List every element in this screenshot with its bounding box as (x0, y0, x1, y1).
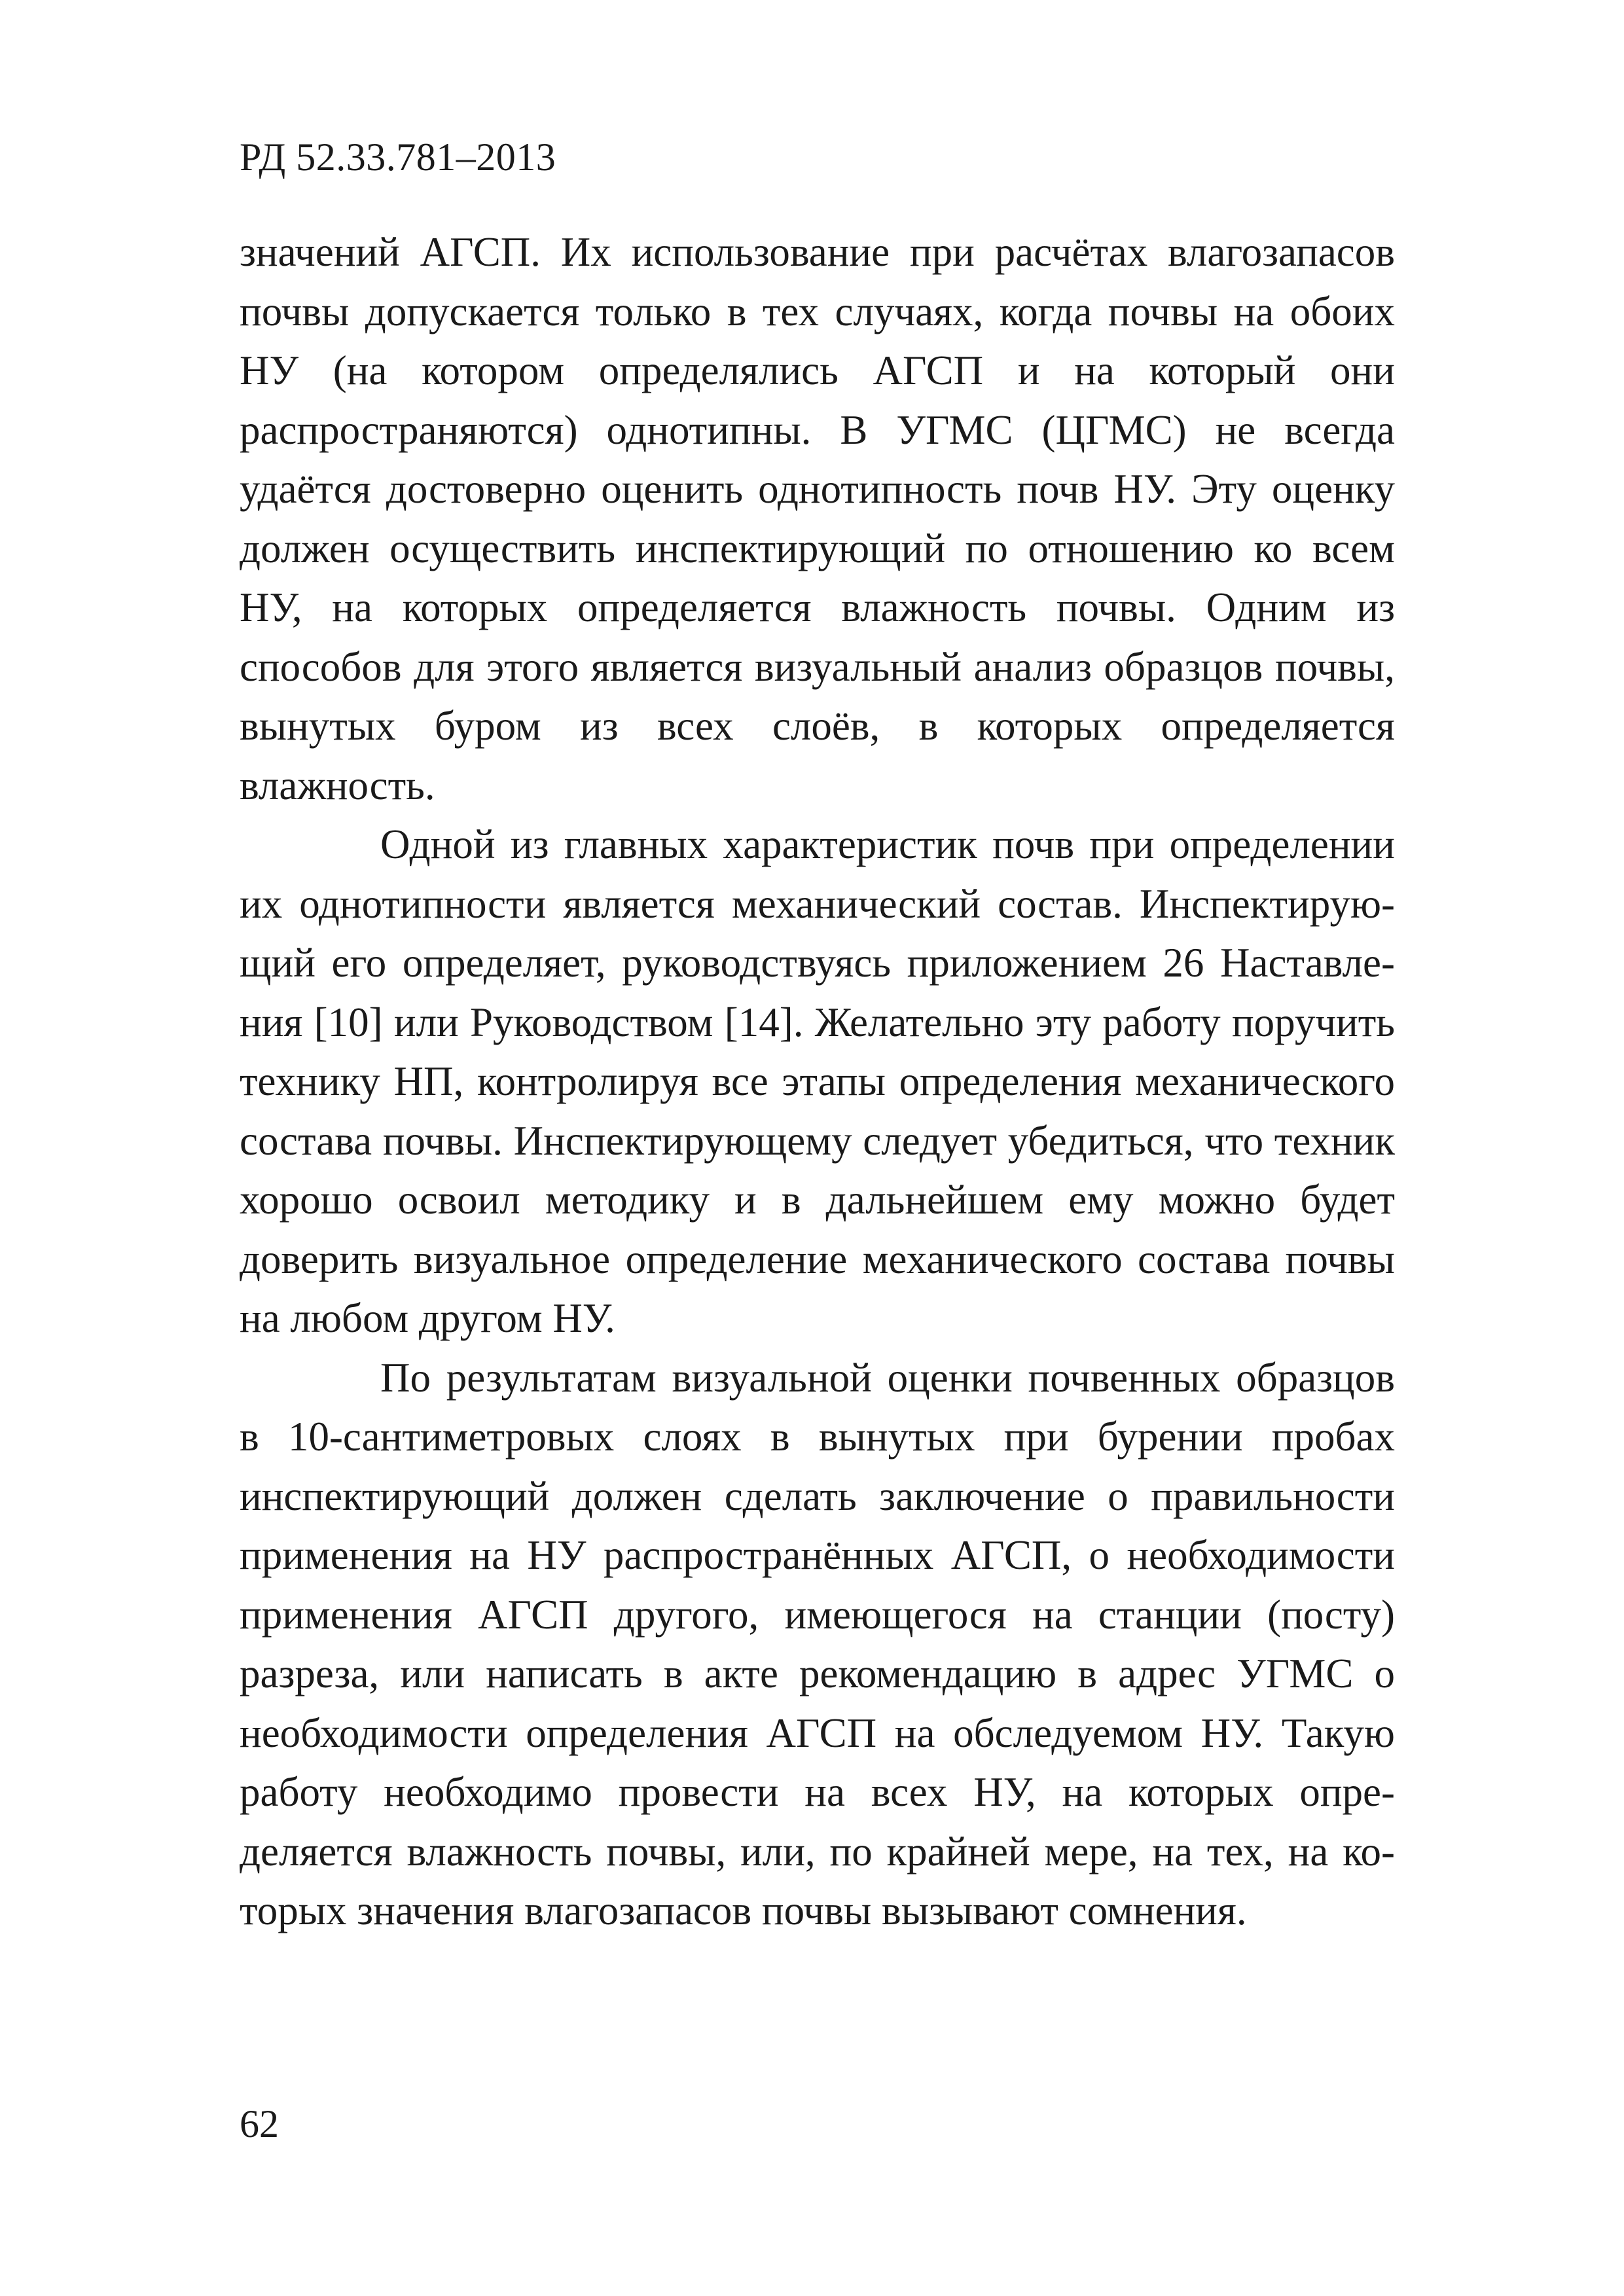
running-header: РД 52.33.781–2013 (240, 135, 556, 179)
page-number: 62 (240, 2102, 279, 2145)
paragraph-3: По результатам визуальной оценки почвенных образцов в 10-сантиметровых слоях в вынутых при бурении пробах инспектирующий должен сделать заключение о правильности применения на НУ распространённых АГСП, о необходимости применения АГСП другого, имеющегося на станции (посту) разреза, или написать в акте рекомендацию в адрес УГМС о необходимости определения АГСП на обследуемом НУ. Такую работу необходимо провести на всех НУ, на которых определяется влажность почвы, или, по крайней мере, на тех, на которых значения влагозапасов почвы вызывают сомнения. (240, 1354, 1395, 1933)
paragraph-1: значений АГСП. Их использование при расчётах влагозапасов почвы допускается только в тех случаях, когда почвы на обоих НУ (на котором определялись АГСП и на который они распространяются) однотипны. В УГМС (ЦГМС) не всегда удаётся достоверно оценить однотипность почв НУ. Эту оценку должен осуществить инспектирующий по отношению ко всем НУ, на которых определяется влажность почвы. Одним из способов для этого является визуальный анализ образцов почвы, вынутых буром из всех слоёв, в которых определяется влажность. (240, 229, 1395, 808)
paragraph-2: Одной из главных характеристик почв при определении их однотипности является механический состав. Инспектирующий его определяет, руководствуясь приложением 26 Наставления [10] или Руководством [14]. Желательно эту работу поручить технику НП, контролируя все этапы определения механического состава почвы. Инспектирующему следует убедиться, что техник хорошо освоил методику и в дальнейшем ему можно будет доверить визуальное определение механического состава почвы на любом другом НУ. (240, 821, 1395, 1341)
body-text (240, 223, 1395, 1941)
